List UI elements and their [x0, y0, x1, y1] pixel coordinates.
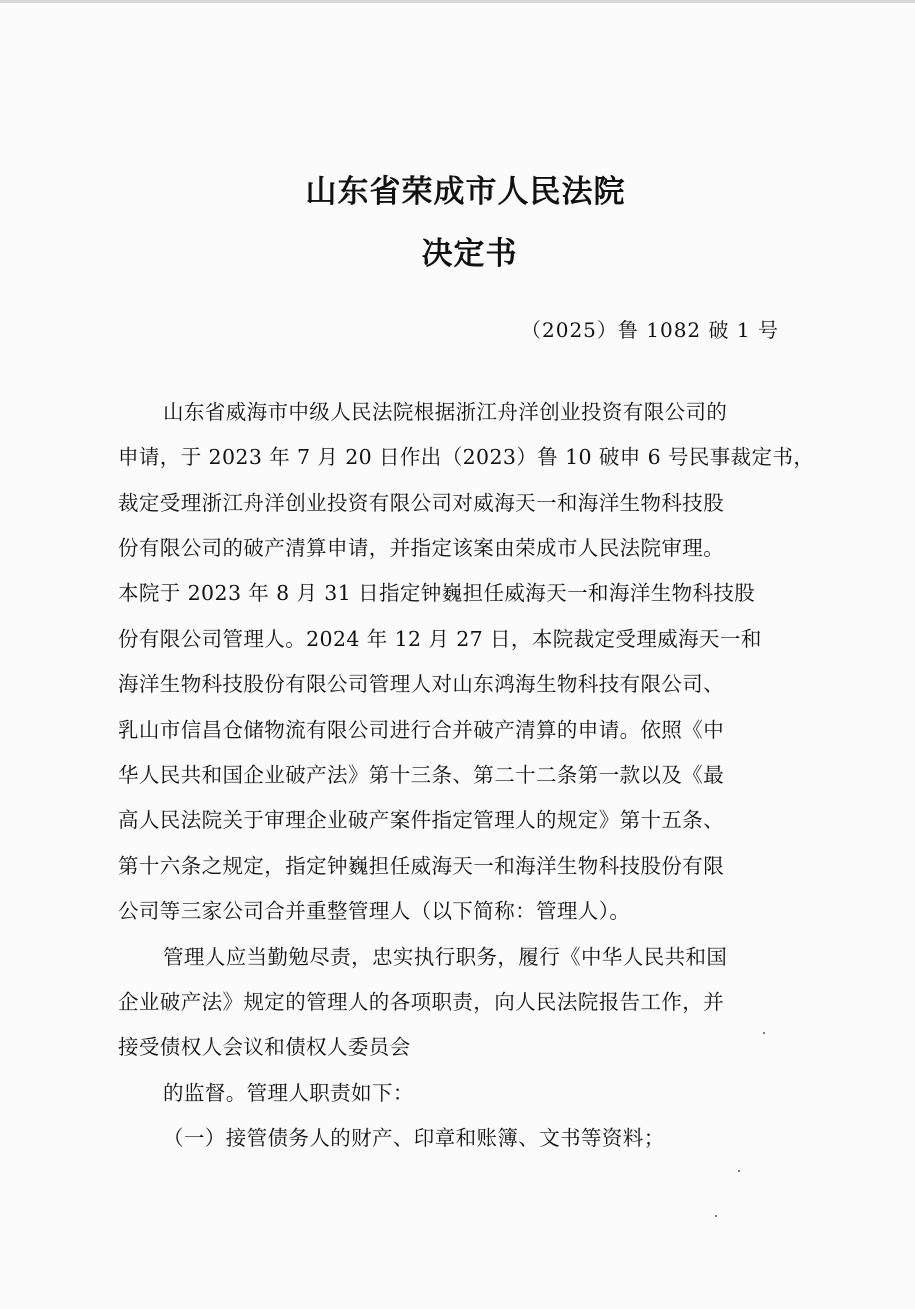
body-line-6: 份有限公司管理人。2024 年 12 月 27 日，本院裁定受理威海天一和	[118, 627, 762, 651]
court-name-title: 山东省荣成市人民法院	[305, 174, 626, 210]
body-line-3: 裁定受理浙江舟洋创业投资有限公司对威海天一和海洋生物科技股	[118, 491, 725, 515]
case-number: （2025）鲁 1082 破 1 号	[521, 318, 779, 342]
body-line-16: 的监督。管理人职责如下：	[163, 1081, 414, 1105]
body-line-2: 申请，于 2023 年 7 月 20 日作出（2023）鲁 10 破申 6 号民事裁定书，	[118, 445, 815, 469]
body-line-1: 山东省威海市中级人民法院根据浙江舟洋创业投资有限公司的	[163, 400, 728, 424]
document-type-title: 决定书	[421, 236, 518, 272]
body-line-11: 第十六条之规定，指定钟巍担任威海天一和海洋生物科技股份有限	[118, 854, 725, 878]
scan-speck	[715, 1215, 717, 1217]
body-line-7: 海洋生物科技股份有限公司管理人对山东鸿海生物科技有限公司、	[118, 672, 725, 696]
body-line-17: （一）接管债务人的财产、印章和账簿、文书等资料；	[163, 1126, 665, 1150]
body-line-14: 企业破产法》规定的管理人的各项职责，向人民法院报告工作，并	[118, 990, 725, 1014]
body-line-4: 份有限公司的破产清算申请，并指定该案由荣成市人民法院审理。	[118, 536, 725, 560]
body-line-15: 接受债权人会议和债权人委员会	[118, 1035, 411, 1059]
scan-speck	[763, 1032, 765, 1034]
body-line-8: 乳山市信昌仓储物流有限公司进行合并破产清算的申请。依照《中	[118, 718, 725, 742]
body-line-13: 管理人应当勤勉尽责，忠实执行职务，履行《中华人民共和国	[163, 945, 728, 969]
scan-top-edge	[0, 0, 915, 3]
body-line-10: 高人民法院关于审理企业破产案件指定管理人的规定》第十五条、	[118, 808, 725, 832]
scan-speck	[738, 1170, 740, 1172]
body-line-9: 华人民共和国企业破产法》第十三条、第二十二条第一款以及《最	[118, 763, 725, 787]
body-line-12: 公司等三家公司合并重整管理人（以下简称：管理人）。	[118, 899, 631, 923]
body-line-5: 本院于 2023 年 8 月 31 日指定钟巍担任威海天一和海洋生物科技股	[118, 581, 756, 605]
